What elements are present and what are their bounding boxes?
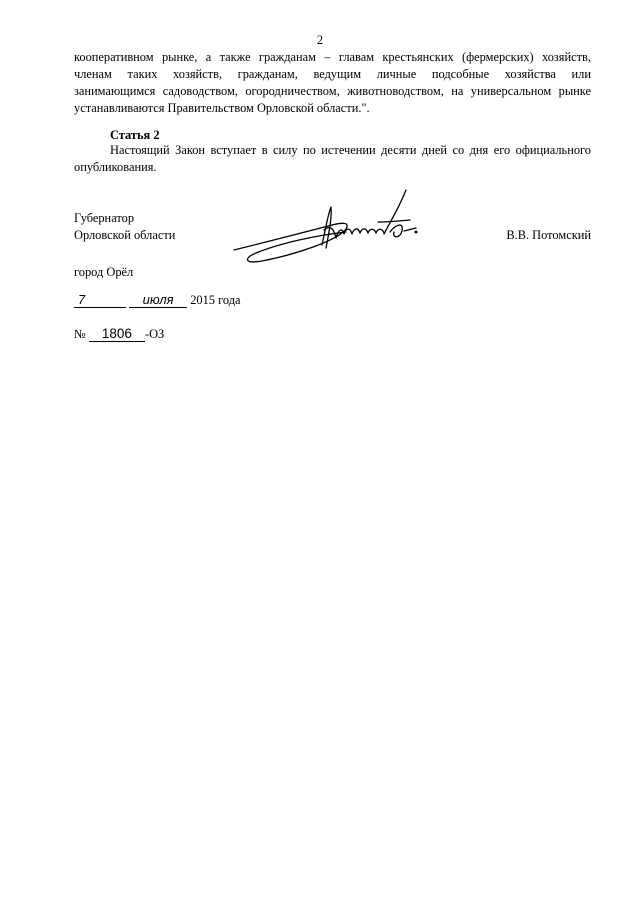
page-number: 2 <box>316 33 324 47</box>
paragraph-line: устанавливаются Правительством Орловской области.". <box>74 101 370 115</box>
paragraph-line: занимающимся садоводством, огородничеством, животноводством, на универсальном рынке <box>74 84 591 98</box>
date-year: 2015 года <box>190 293 241 307</box>
date-line <box>74 292 241 309</box>
governor-region-line: Орловской области <box>74 228 176 242</box>
number-sign: № <box>74 327 86 341</box>
article-heading: Статья 2 <box>110 128 160 142</box>
governor-name: В.В. Потомский <box>506 228 591 242</box>
paragraph-line: членам таких хозяйств, гражданам, ведущим личные подсобные хозяйства или <box>74 67 591 81</box>
article-line: Настоящий Закон вступает в силу по истечении десяти дней со дня его официального <box>110 143 591 157</box>
paragraph-line: кооперативном рынке, а также гражданам – главам крестьянских (фермерских) хозяйств, <box>74 50 591 64</box>
law-number: 1806 <box>89 327 145 342</box>
law-number-line <box>74 326 164 343</box>
law-number-suffix: -ОЗ <box>144 327 165 341</box>
article-line: опубликования. <box>74 160 157 174</box>
article-text <box>74 142 591 176</box>
handwritten-signature <box>228 182 424 268</box>
intro-paragraph <box>74 49 591 117</box>
date-month: июля <box>129 293 187 308</box>
date-day: 7 <box>74 293 126 308</box>
governor-title <box>74 210 175 244</box>
city-line: город Орёл <box>74 265 134 279</box>
governor-title-line: Губернатор <box>74 211 135 225</box>
